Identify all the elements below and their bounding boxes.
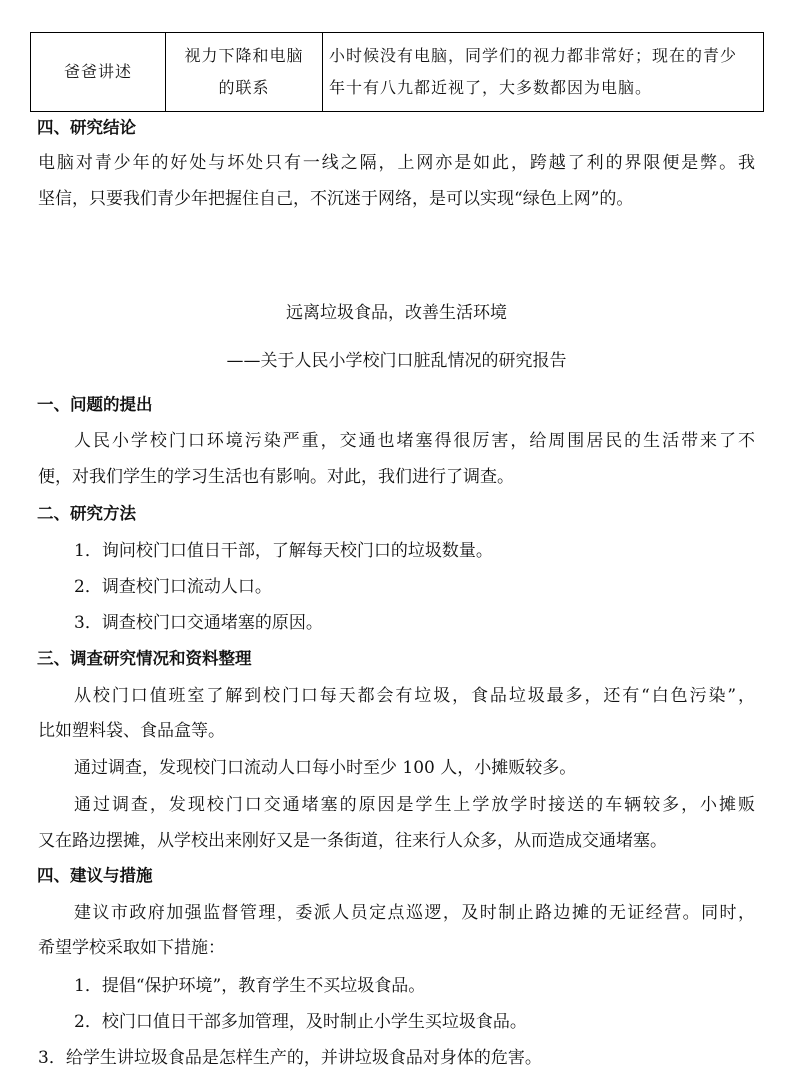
paragraph-line: 建议市政府加强监督管理，委派人员定点巡逻，及时制止路边摊的无证经营。同时， [74, 903, 755, 923]
section-heading: 三、调查研究情况和资料整理 [37, 649, 252, 668]
section-heading: 二、研究方法 [37, 504, 136, 523]
list-item: 3．调查校门口交通堵塞的原因。 [74, 613, 323, 633]
cell-text: 爸爸讲述 [63, 62, 132, 81]
cell-text: 视力下降和电脑 [184, 46, 304, 65]
cell-text: 的联系 [218, 78, 270, 97]
table-cell-topic [166, 33, 323, 112]
survey-table [30, 32, 764, 112]
paragraph-line: 坚信，只要我们青少年把握住自己，不沉迷于网络，是可以实现“绿色上网”的。 [38, 189, 634, 209]
table-cell-content [323, 33, 764, 112]
list-item: 2．调查校门口流动人口。 [74, 577, 272, 597]
cell-text: 小时候没有电脑，同学们的视力都非常好；现在的青少 [329, 46, 738, 65]
table-row [31, 33, 764, 112]
paragraph-line: 比如塑料袋、食品盒等。 [38, 721, 225, 741]
list-item: 2．校门口值日干部多加管理，及时制止小学生买垃圾食品。 [74, 1012, 527, 1032]
list-item: 1．询问校门口值日干部，了解每天校门口的垃圾数量。 [74, 541, 493, 561]
paragraph-line: 电脑对青少年的好处与坏处只有一线之隔，上网亦是如此，跨越了利的界限便是弊。我 [38, 153, 755, 173]
paragraph-line: 从校门口值班室了解到校门口每天都会有垃圾，食品垃圾最多，还有“白色污染”， [74, 686, 755, 706]
section-heading: 四、研究结论 [37, 118, 136, 137]
report-subtitle: ——关于人民小学校门口脏乱情况的研究报告 [226, 351, 567, 371]
paragraph-line: 希望学校采取如下措施： [38, 938, 225, 958]
section-heading: 一、问题的提出 [37, 395, 153, 414]
report-title: 远离垃圾食品，改善生活环境 [286, 303, 507, 323]
paragraph-line: 便，对我们学生的学习生活也有影响。对此，我们进行了调查。 [38, 467, 514, 487]
paragraph-line: 又在路边摆摊，从学校出来刚好又是一条街道，往来行人众多，从而造成交通堵塞。 [38, 831, 667, 851]
cell-text: 年十有八九都近视了，大多数都因为电脑。 [329, 78, 653, 97]
paragraph-line: 通过调查，发现校门口流动人口每小时至少 100 人，小摊贩较多。 [74, 758, 577, 778]
section-heading: 四、建议与措施 [37, 866, 153, 885]
table-cell-source [31, 33, 166, 112]
paragraph-line: 通过调查，发现校门口交通堵塞的原因是学生上学放学时接送的车辆较多，小摊贩 [74, 795, 755, 815]
list-item: 3．给学生讲垃圾食品是怎样生产的，并讲垃圾食品对身体的危害。 [38, 1048, 542, 1068]
paragraph-line: 人民小学校门口环境污染严重，交通也堵塞得很厉害，给周围居民的生活带来了不 [74, 431, 755, 451]
list-item: 1．提倡“保护环境”，教育学生不买垃圾食品。 [74, 976, 426, 996]
